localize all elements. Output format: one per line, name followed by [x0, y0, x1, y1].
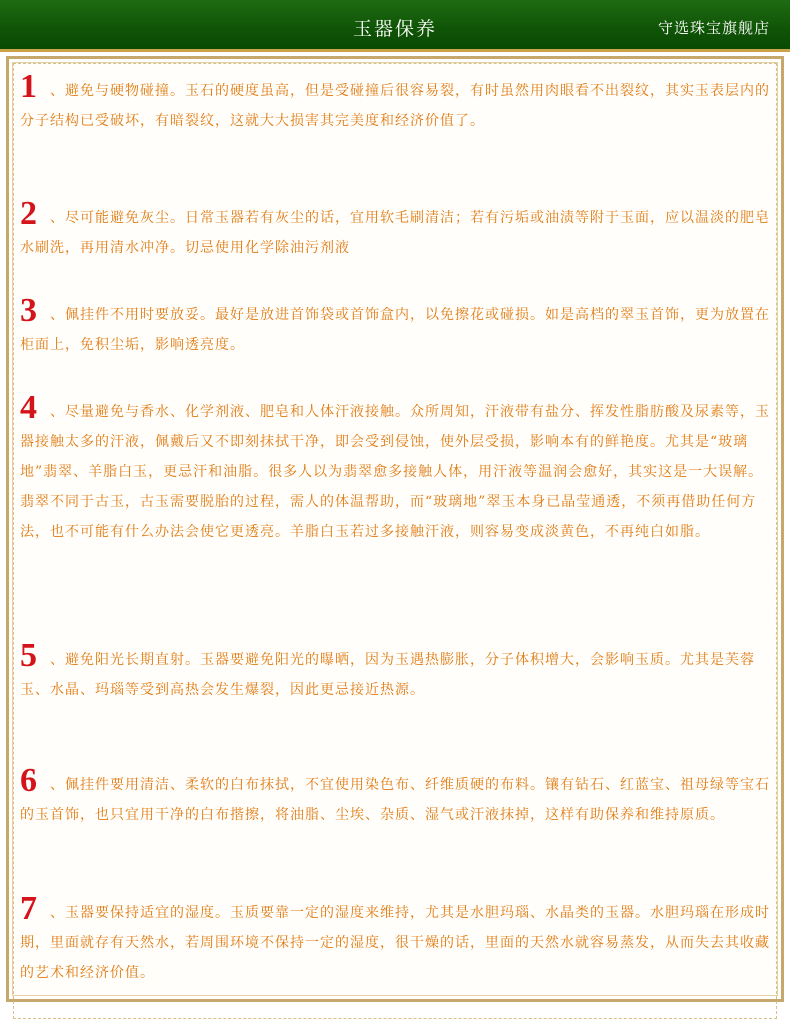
item-text: 、佩挂件要用清洁、柔软的白布抹拭，不宜使用染色布、纤维质硬的布料。镶有钻石、红蓝宝、祖母绿等宝石的玉首饰，也只宜用干净的白布揩擦，将油脂、尘埃、杂质、湿气或汗液抹掉，这样有助保养和维持原质。 [20, 777, 770, 823]
item-number: 6 [20, 762, 38, 799]
item-text: 、避免阳光长期直射。玉器要避免阳光的曝晒，因为玉遇热膨胀，分子体积增大，会影响玉质。尤其是芙蓉玉、水晶、玛瑙等受到高热会发生爆裂，因此更忌接近热源。 [20, 652, 755, 698]
item-number: 7 [20, 890, 38, 927]
item-text: 、玉器要保持适宜的湿度。玉质要靠一定的湿度来维持，尤其是水胆玛瑙、水晶类的玉器。水胆玛瑙在形成时期，里面就存有天然水，若周围环境不保持一定的湿度，很干燥的话，里面的天然水就容易蒸发，从而失去其收藏的艺术和经济价值。 [20, 905, 770, 981]
care-item-2 [20, 195, 770, 263]
care-item-6 [20, 762, 770, 830]
item-number: 4 [20, 389, 38, 426]
care-item-7 [20, 890, 770, 988]
page-title: 玉器保养 [352, 18, 437, 40]
item-text: 、尽量避免与香水、化学剂液、肥皂和人体汗液接触。众所周知，汗液带有盐分、挥发性脂肪酸及尿素等，玉器接触太多的汗液，佩戴后又不即刻抹拭干净，即会受到侵蚀，使外层受损，影响本有的鲜艳度。尤其是“玻璃地”翡翠、羊脂白玉，更忌汗和油脂。很多人以为翡翠愈多接触人体，用汗液等温润会愈好，其实这是一大误解。翡翠不同于古玉，古玉需要脱胎的过程，需人的体温帮助，而“玻璃地”翠玉本身已晶莹通透，不须再借助任何方法，也不可能有什么办法会使它更透亮。羊脂白玉若过多接触汗液，则容易变成淡黄色，不再纯白如脂。 [20, 404, 770, 540]
care-item-3 [20, 292, 770, 360]
item-text: 、尽可能避免灰尘。日常玉器若有灰尘的话，宜用软毛刷清洁；若有污垢或油渍等附于玉面，应以温淡的肥皂水刷洗，再用清水冲净。切忌使用化学除油污剂液 [20, 210, 770, 256]
item-number: 3 [20, 292, 38, 329]
item-text: 、佩挂件不用时要放妥。最好是放进首饰袋或首饰盒内，以免擦花或碰损。如是高档的翠玉首饰，更为放置在柜面上，免积尘垢，影响透亮度。 [20, 307, 770, 353]
header-bar [0, 0, 790, 52]
item-text: 、避免与硬物碰撞。玉石的硬度虽高，但是受碰撞后很容易裂，有时虽然用肉眼看不出裂纹，其实玉表层内的分子结构已受破坏，有暗裂纹，这就大大损害其完美度和经济价值了。 [20, 83, 770, 129]
item-number: 5 [20, 637, 38, 674]
care-item-1 [20, 68, 770, 136]
care-item-5 [20, 637, 770, 705]
shop-name: 守选珠宝旗舰店 [657, 19, 770, 37]
item-number: 1 [20, 68, 38, 105]
item-number: 2 [20, 195, 38, 232]
care-item-4 [20, 389, 770, 547]
